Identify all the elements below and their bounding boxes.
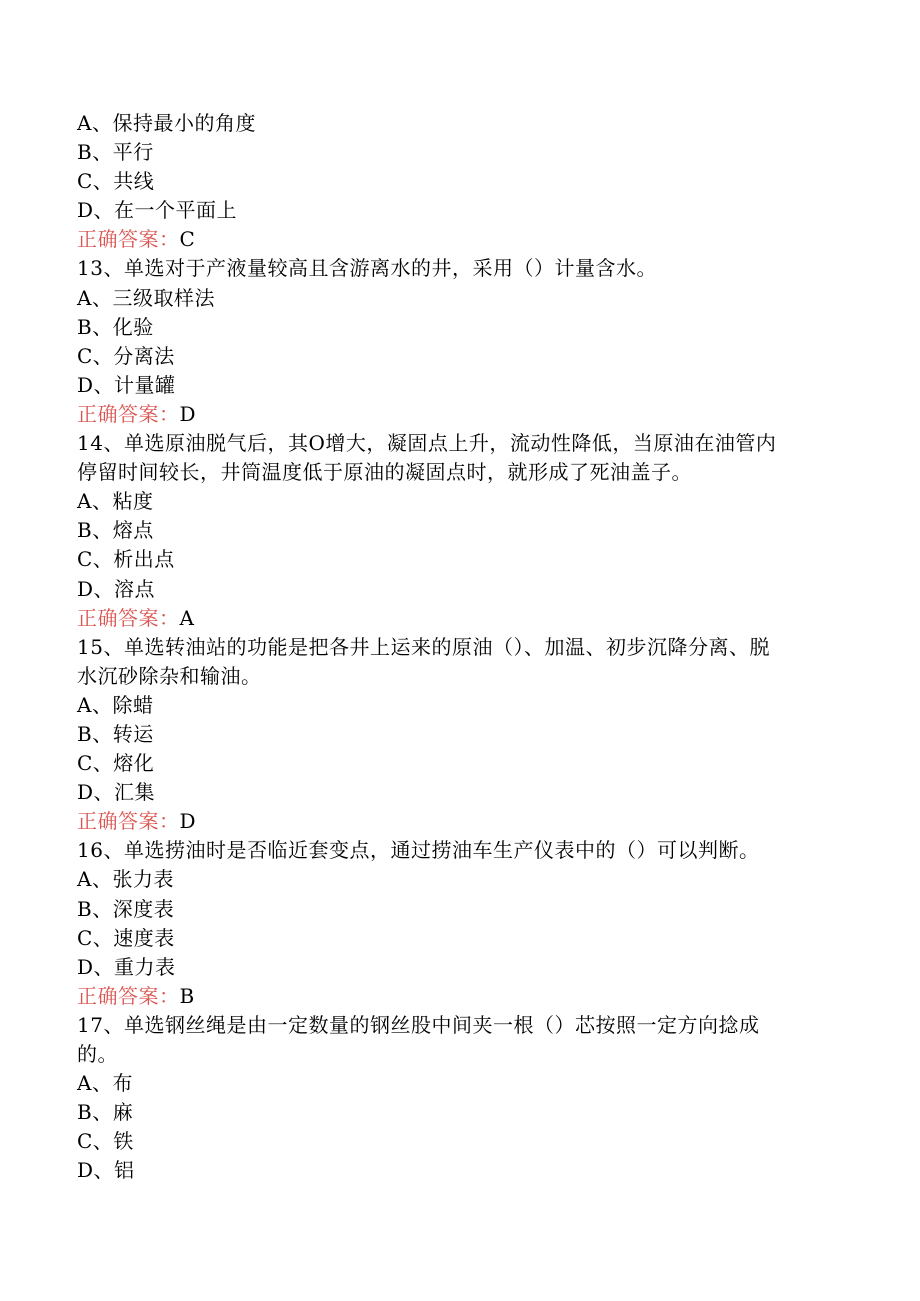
answer-value: D: [179, 401, 197, 426]
option-d: D、汇集: [77, 780, 156, 805]
question-text-line-2: 水沉砂除杂和输油。: [77, 663, 262, 688]
question-block-13: [77, 254, 827, 429]
option-c: C、熔化: [77, 751, 155, 776]
question-text: 13、单选对于产液量较高且含游离水的井，采用（）计量含水。: [77, 256, 657, 281]
option-b: B、平行: [77, 140, 154, 165]
answer-value: B: [179, 983, 195, 1008]
option-b: B、化验: [77, 314, 154, 339]
answer-line: [77, 604, 827, 633]
question-text-line-1: 17、单选钢丝绳是由一定数量的钢丝股中间夹一根（）芯按照一定方向捻成: [77, 1012, 760, 1037]
option-b: B、深度表: [77, 896, 175, 921]
answer-value: A: [179, 605, 195, 630]
answer-value: D: [179, 809, 197, 834]
question-text-line-1: 15、单选转油站的功能是把各井上运来的原油（）、加温、初步沉降分离、脱: [77, 634, 770, 659]
option-c: C、分离法: [77, 343, 175, 368]
answer-label: 正确答案：: [77, 401, 180, 426]
option-d: D、溶点: [77, 576, 156, 601]
question-text: 16、单选捞油时是否临近套变点，通过捞油车生产仪表中的（）可以判断。: [77, 838, 760, 863]
option-a: A、张力表: [77, 867, 174, 892]
document-page: [77, 109, 827, 1185]
option-c: C、速度表: [77, 925, 175, 950]
question-block-16: [77, 836, 827, 1011]
option-d: D、重力表: [77, 954, 176, 979]
question-block-15: [77, 633, 827, 837]
question-text-line-2: 的。: [77, 1042, 118, 1066]
option-b: B、转运: [77, 721, 154, 746]
question-block-12: [77, 109, 827, 254]
question-block-14: [77, 429, 827, 633]
answer-line: [77, 982, 827, 1011]
answer-line: [77, 225, 827, 254]
question-block-17: [77, 1011, 827, 1186]
answer-line: [77, 807, 827, 836]
answer-label: 正确答案：: [77, 605, 180, 630]
option-a: A、除蜡: [77, 692, 154, 717]
answer-label: 正确答案：: [77, 809, 180, 834]
option-c: C、析出点: [77, 547, 175, 572]
answer-value: C: [179, 227, 196, 252]
answer-line: [77, 400, 827, 429]
option-d: D、在一个平面上: [77, 198, 238, 223]
option-a: A、布: [77, 1071, 133, 1096]
question-text-line-1: 14、单选原油脱气后，其O增大，凝固点上升，流动性降低，当原油在油管内: [77, 431, 777, 456]
answer-label: 正确答案：: [77, 227, 180, 252]
option-d: D、铝: [77, 1158, 135, 1183]
option-c: C、共线: [77, 169, 155, 194]
option-c: C、铁: [77, 1129, 134, 1154]
option-a: A、粘度: [77, 489, 154, 514]
option-a: A、保持最小的角度: [77, 111, 256, 135]
option-b: B、麻: [77, 1100, 134, 1125]
answer-label: 正确答案：: [77, 983, 180, 1008]
option-a: A、三级取样法: [77, 285, 215, 310]
option-d: D、计量罐: [77, 372, 176, 397]
option-b: B、熔点: [77, 518, 154, 543]
question-text-line-2: 停留时间较长，井筒温度低于原油的凝固点时，就形成了死油盖子。: [77, 460, 692, 485]
